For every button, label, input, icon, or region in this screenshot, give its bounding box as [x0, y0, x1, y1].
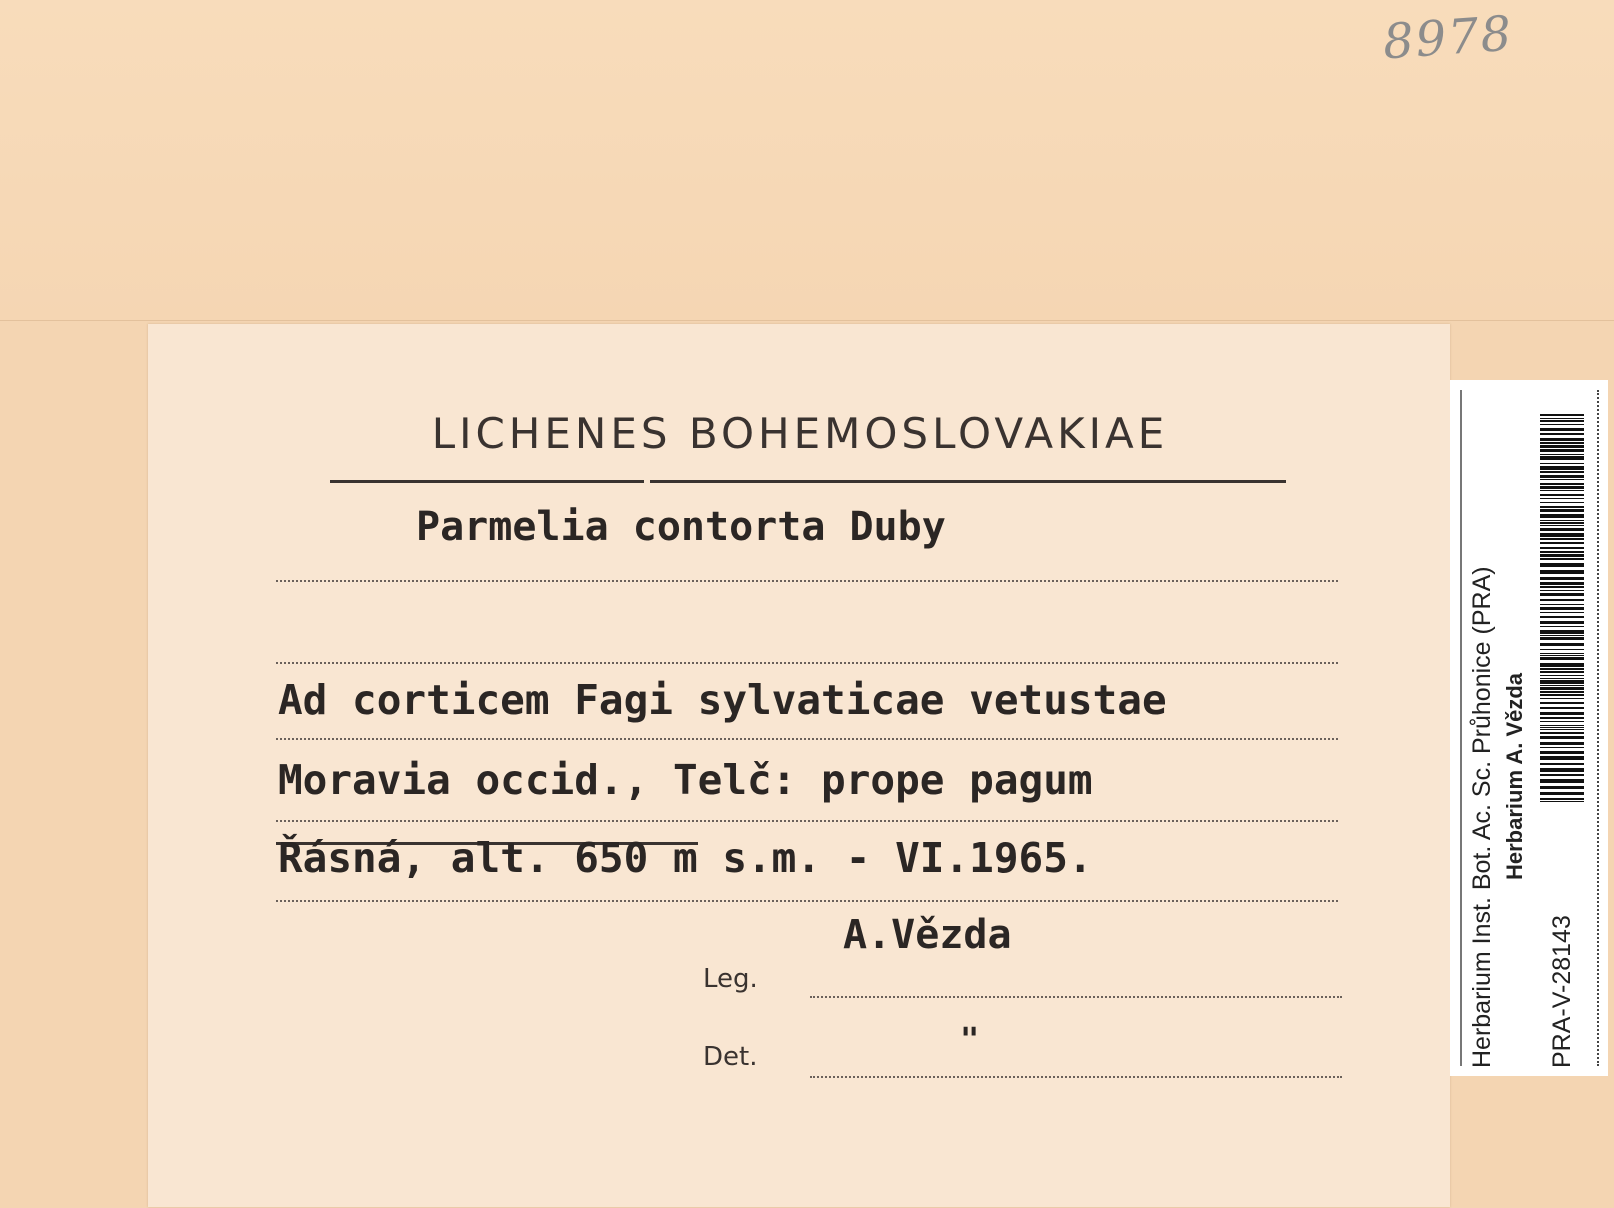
barcode-stripe	[1540, 433, 1584, 435]
barcode-stripe	[1540, 751, 1584, 754]
barcode-stripe	[1540, 747, 1584, 748]
locality-line-1: Moravia occid., Telč: prope pagum	[278, 756, 1093, 804]
barcode-stripe	[1540, 438, 1584, 441]
label-heading: LICHENES BOHEMOSLOVAKIAE	[431, 409, 1169, 458]
barcode-stripe	[1540, 533, 1584, 537]
barcode-tag	[1450, 380, 1608, 1076]
barcode-stripe	[1540, 717, 1584, 719]
barcode-stripe	[1540, 712, 1584, 715]
locality-line-2: Řásná, alt. 650 m s.m. - VI.1965.	[278, 834, 1093, 882]
barcode-stripe	[1540, 798, 1584, 800]
barcode-stripe	[1540, 694, 1584, 696]
barcode-stripe	[1540, 563, 1584, 567]
barcode-stripe	[1540, 655, 1584, 656]
barcode-stripe	[1540, 502, 1584, 503]
barcode-stripe	[1540, 635, 1584, 636]
barcode-icon	[1540, 414, 1584, 802]
barcode-stripe	[1540, 558, 1584, 560]
dotted-line-2	[276, 662, 1338, 664]
barcode-stripe	[1540, 542, 1584, 544]
barcode-stripe	[1540, 774, 1584, 776]
leg-value: A.Vězda	[843, 912, 1012, 958]
barcode-stripe	[1540, 599, 1584, 601]
barcode-stripe	[1540, 418, 1584, 419]
barcode-stripe	[1540, 612, 1584, 613]
barcode-stripe	[1540, 506, 1584, 508]
barcode-stripe	[1540, 494, 1584, 496]
dotted-line-3	[276, 738, 1338, 740]
barcode-stripe	[1540, 582, 1584, 585]
barcode-stripe	[1540, 463, 1584, 464]
barcode-stripe	[1540, 483, 1584, 485]
specimen-label	[148, 324, 1450, 1207]
institution-text: Herbarium Inst. Bot. Ac. Sc. Průhonice (PRA)	[1468, 566, 1496, 1068]
barcode-stripe	[1540, 792, 1584, 795]
barcode-stripe	[1540, 424, 1584, 425]
barcode-stripe	[1540, 729, 1584, 730]
barcode-stripe	[1540, 742, 1584, 745]
leg-label: Leg.	[703, 964, 758, 994]
barcode-stripe	[1540, 449, 1584, 452]
barcode-stripe	[1540, 779, 1584, 783]
det-line	[810, 1076, 1342, 1078]
herbarium-sheet-upper	[0, 0, 1614, 320]
barcode-stripe	[1540, 727, 1584, 728]
barcode-stripe	[1540, 671, 1584, 673]
barcode-stripe	[1540, 547, 1584, 549]
barcode-stripe	[1540, 756, 1584, 760]
barcode-stripe	[1540, 763, 1584, 765]
barcode-dotted-edge	[1597, 390, 1599, 1066]
specimen-id-text: PRA-V-28143	[1548, 915, 1576, 1068]
det-value: "	[960, 1020, 980, 1058]
barcode-stripe	[1540, 691, 1584, 693]
barcode-stripe	[1540, 657, 1584, 660]
dotted-line-1	[276, 580, 1338, 582]
barcode-stripe	[1540, 479, 1584, 480]
barcode-stripe	[1540, 675, 1584, 676]
barcode-stripe	[1540, 456, 1584, 460]
barcode-stripe	[1540, 698, 1584, 699]
heading-rule	[330, 480, 1286, 483]
barcode-stripe	[1540, 685, 1584, 686]
barcode-stripe	[1540, 528, 1584, 531]
barcode-stripe	[1540, 445, 1584, 448]
barcode-stripe	[1540, 630, 1584, 634]
barcode-stripe	[1540, 577, 1584, 580]
barcode-stripe	[1540, 668, 1584, 670]
barcode-stripe	[1540, 621, 1584, 624]
barcode-stripe	[1540, 687, 1584, 690]
barcode-stripe	[1540, 663, 1584, 667]
dotted-line-4	[276, 820, 1338, 822]
barcode-stripe	[1540, 653, 1584, 654]
barcode-stripe	[1540, 538, 1584, 540]
barcode-stripe	[1540, 475, 1584, 478]
dotted-line-5	[276, 900, 1338, 902]
barcode-stripe	[1540, 509, 1584, 512]
barcode-stripe	[1540, 616, 1584, 618]
barcode-stripe	[1540, 466, 1584, 470]
barcode-stripe	[1540, 626, 1584, 627]
barcode-stripe	[1540, 590, 1584, 591]
tag-rule	[1460, 390, 1462, 1066]
barcode-stripe	[1540, 586, 1584, 588]
barcode-stripe	[1540, 428, 1584, 431]
barcode-stripe	[1540, 498, 1584, 499]
barcode-stripe	[1540, 520, 1584, 521]
barcode-stripe	[1540, 721, 1584, 722]
barcode-stripe	[1540, 554, 1584, 557]
barcode-stripe	[1540, 607, 1584, 610]
barcode-stripe	[1540, 414, 1584, 416]
barcode-stripe	[1540, 514, 1584, 518]
barcode-stripe	[1540, 522, 1584, 524]
barcode-stripe	[1540, 570, 1584, 574]
leg-line	[810, 996, 1342, 998]
barcode-stripe	[1540, 442, 1584, 444]
barcode-stripe	[1540, 707, 1584, 709]
det-label: Det.	[703, 1042, 758, 1072]
barcode-stripe	[1540, 725, 1584, 726]
barcode-stripe	[1540, 486, 1584, 489]
barcode-stripe	[1540, 786, 1584, 789]
barcode-stripe	[1540, 649, 1584, 650]
barcode-stripe	[1540, 525, 1584, 526]
barcode-stripe	[1540, 454, 1584, 455]
barcode-stripe	[1540, 680, 1584, 684]
barcode-stripe	[1540, 736, 1584, 739]
barcode-stripe	[1540, 551, 1584, 553]
heading-rule-gap	[644, 479, 650, 484]
barcode-stripe	[1540, 643, 1584, 646]
taxon-name: Parmelia contorta Duby	[416, 504, 946, 550]
substrate-text: Ad corticem Fagi sylvaticae vetustae	[278, 676, 1167, 724]
barcode-stripe	[1540, 768, 1584, 772]
barcode-stripe	[1540, 471, 1584, 473]
barcode-stripe	[1540, 678, 1584, 679]
barcode-stripe	[1540, 604, 1584, 605]
barcode-stripe	[1540, 702, 1584, 704]
barcode-stripe	[1540, 801, 1584, 802]
barcode-stripe	[1540, 637, 1584, 640]
barcode-stripe	[1540, 732, 1584, 734]
pencil-accession-number: 8978	[1381, 5, 1515, 71]
barcode-stripe	[1540, 593, 1584, 596]
collection-text: Herbarium A. Vězda	[1502, 672, 1527, 880]
barcode-stripe	[1540, 490, 1584, 491]
barcode-stripe	[1540, 420, 1584, 422]
